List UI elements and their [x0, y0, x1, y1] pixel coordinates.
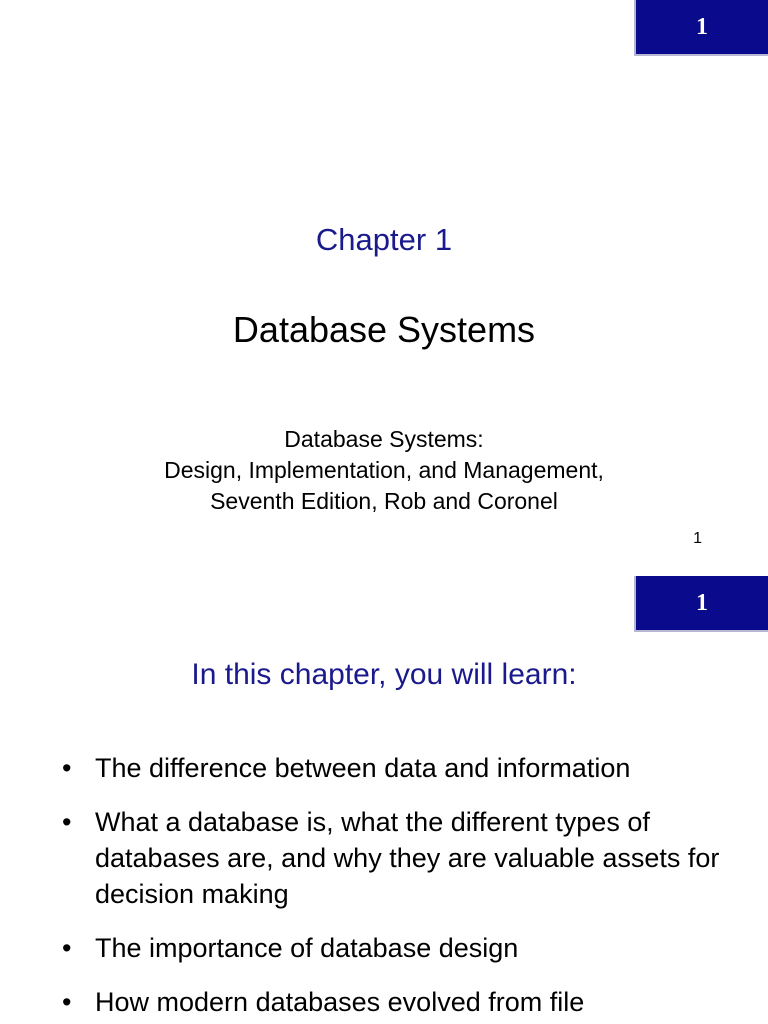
bullet-icon: • — [62, 753, 72, 783]
list-item-text: The difference between data and information — [95, 753, 631, 783]
bullet-icon: • — [62, 987, 72, 1017]
list-item-text: The importance of database design — [95, 933, 519, 963]
chapter-title: Chapter 1 — [315, 222, 453, 257]
bullet-icon: • — [62, 807, 72, 837]
list-item-text: What a database is, what the different types of databases are, and why they are valuable assets for decision making — [95, 807, 720, 909]
objectives-heading: In this chapter, you will learn: — [191, 658, 577, 691]
list-item — [62, 984, 742, 1020]
chapter-badge: 1 — [634, 576, 768, 632]
list-item-text: How modern databases evolved from file — [95, 987, 585, 1017]
chapter-badge: 1 — [634, 0, 768, 56]
book-subtitle — [0, 424, 768, 517]
main-title: Database Systems — [232, 309, 536, 350]
objectives-list — [62, 750, 742, 1024]
bullet-icon: • — [62, 933, 72, 963]
subtitle-line: Seventh Edition, Rob and Coronel — [210, 488, 558, 514]
list-item — [62, 750, 742, 786]
page-number: 1 — [693, 530, 702, 547]
subtitle-line: Database Systems: — [284, 426, 484, 452]
list-item — [62, 804, 742, 912]
objectives-slide — [0, 568, 768, 1024]
list-item — [62, 930, 742, 966]
subtitle-line: Design, Implementation, and Management, — [164, 457, 604, 483]
